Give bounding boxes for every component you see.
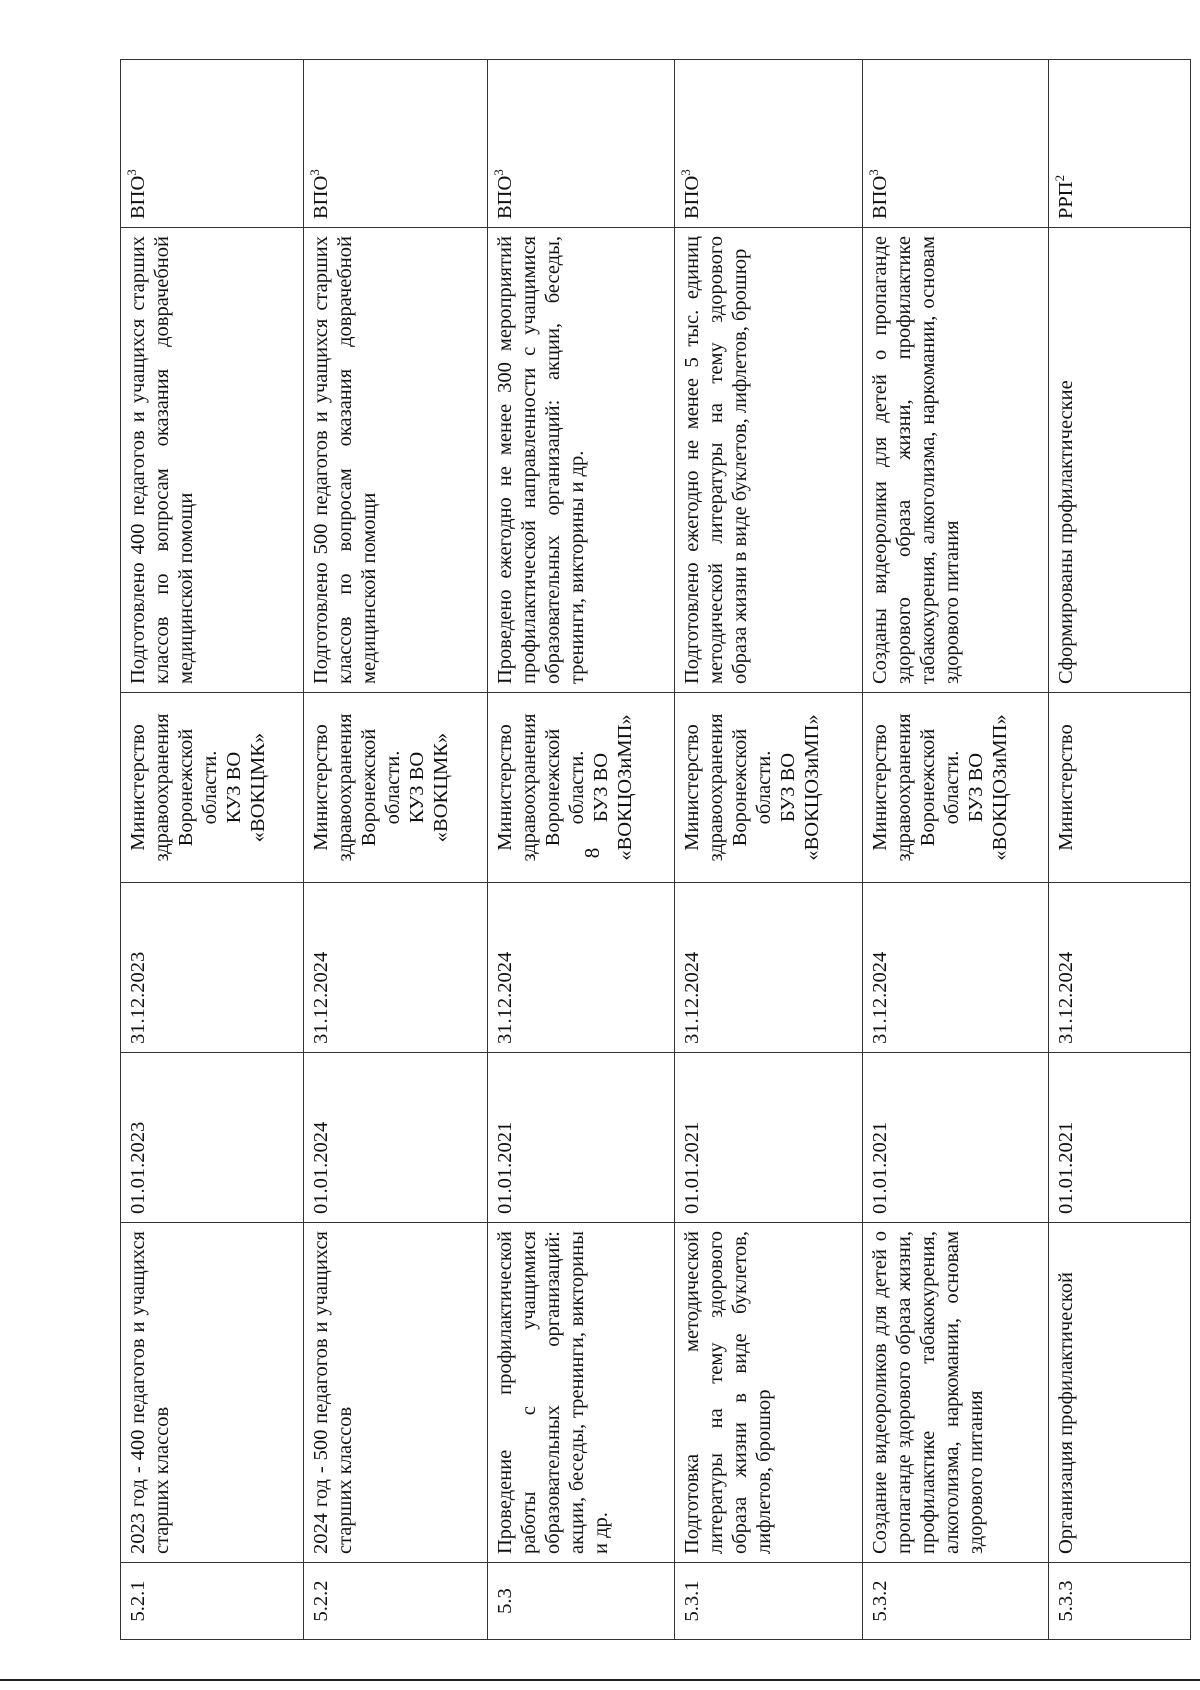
source-code: РРП [1055, 181, 1077, 219]
table-row [1049, 60, 1191, 1640]
start-date-cell: 01.01.2023 [121, 1053, 304, 1223]
source-code-footnote: 3 [307, 169, 323, 176]
source-code-cell [675, 60, 863, 228]
start-date-cell: 01.01.2021 [863, 1053, 1049, 1223]
table-row [675, 60, 863, 1640]
table-row [488, 60, 675, 1640]
end-date-cell: 31.12.2024 [488, 883, 675, 1053]
rotated-table-frame [120, 60, 1190, 1640]
row-number-cell: 5.3.3 [1049, 1563, 1191, 1640]
responsible-cell: Министерство здравоохранения Воронежской области. БУЗ ВО «ВОКЦОЗиМП» [488, 693, 675, 883]
source-code: ВПО [869, 175, 891, 219]
end-date-cell: 31.12.2023 [121, 883, 304, 1053]
end-date-cell: 31.12.2024 [675, 883, 863, 1053]
source-code-cell [488, 60, 675, 228]
source-code-footnote: 3 [678, 169, 694, 176]
start-date-cell: 01.01.2021 [488, 1053, 675, 1223]
source-code-cell [863, 60, 1049, 228]
activity-cell: Создание видеороликов для детей о пропаганде здорового образа жизни, профилактике табакокурения, алкоголизма, наркомании, основам здорового питания [863, 1223, 1049, 1563]
table-row [121, 60, 304, 1640]
result-cell: Созданы видеоролики для детей о пропаганде здорового образа жизни, профилактике табакокурения, алкоголизма, наркомании, основам здорового питания [863, 228, 1049, 693]
activity-cell: Проведение профилактической работы с учащимися образовательных организаций: акции, беседы, тренинги, викторины и др. [488, 1223, 675, 1563]
source-code: ВПО [310, 175, 332, 219]
activity-cell: Организация профилактической [1049, 1223, 1191, 1563]
source-code-cell [304, 60, 488, 228]
end-date-cell: 31.12.2024 [304, 883, 488, 1053]
bottom-scan-rule [0, 1679, 1200, 1681]
row-number-cell: 5.3 [488, 1563, 675, 1640]
activity-cell: 2024 год - 500 педагогов и учащихся старших классов [304, 1223, 488, 1563]
source-code-cell [121, 60, 304, 228]
source-code-footnote: 3 [124, 169, 140, 176]
source-code-footnote: 3 [866, 169, 882, 176]
source-code: ВПО [681, 175, 703, 219]
row-number-cell: 5.2.1 [121, 1563, 304, 1640]
end-date-cell: 31.12.2024 [1049, 883, 1191, 1053]
row-number-cell: 5.3.2 [863, 1563, 1049, 1640]
row-number-cell: 5.3.1 [675, 1563, 863, 1640]
start-date-cell: 01.01.2021 [1049, 1053, 1191, 1223]
table-row [304, 60, 488, 1640]
start-date-cell: 01.01.2024 [304, 1053, 488, 1223]
source-code: ВПО [494, 175, 516, 219]
result-cell: Подготовлено ежегодно не менее 5 тыс. единиц методической литературы на тему здорового образа жизни в виде буклетов, лифлетов, брошюр [675, 228, 863, 693]
row-number-cell: 5.2.2 [304, 1563, 488, 1640]
start-date-cell: 01.01.2021 [675, 1053, 863, 1223]
activity-cell: 2023 год - 400 педагогов и учащихся старших классов [121, 1223, 304, 1563]
source-code: ВПО [127, 175, 149, 219]
result-cell: Проведено ежегодно не менее 300 мероприятий профилактической направленности с учащимися образовательных организаций: акции, беседы, тренинги, викторины и др. [488, 228, 675, 693]
responsible-cell: Министерство здравоохранения Воронежской области. БУЗ ВО «ВОКЦОЗиМП» [675, 693, 863, 883]
source-code-cell [1049, 60, 1191, 228]
source-code-footnote: 3 [491, 169, 507, 176]
responsible-cell: Министерство здравоохранения Воронежской области. БУЗ ВО «ВОКЦОЗиМП» [863, 693, 1049, 883]
activity-cell: Подготовка методической литературы на тему здорового образа жизни в виде буклетов, лифлетов, брошюр [675, 1223, 863, 1563]
page-number: 8 [580, 847, 604, 859]
table-row [863, 60, 1049, 1640]
result-cell: Подготовлено 500 педагогов и учащихся старших классов по вопросам оказания доврачебной медицинской помощи [304, 228, 488, 693]
result-cell: Подготовлено 400 педагогов и учащихся старших классов по вопросам оказания доврачебной медицинской помощи [121, 228, 304, 693]
result-cell: Сформированы профилактические [1049, 228, 1191, 693]
source-code-footnote: 2 [1052, 174, 1068, 182]
responsible-cell: Министерство [1049, 693, 1191, 883]
responsible-cell: Министерство здравоохранения Воронежской области. КУЗ ВО «ВОКЦМК» [304, 693, 488, 883]
responsible-cell: Министерство здравоохранения Воронежской области. КУЗ ВО «ВОКЦМК» [121, 693, 304, 883]
program-activities-table [120, 59, 1191, 1640]
end-date-cell: 31.12.2024 [863, 883, 1049, 1053]
